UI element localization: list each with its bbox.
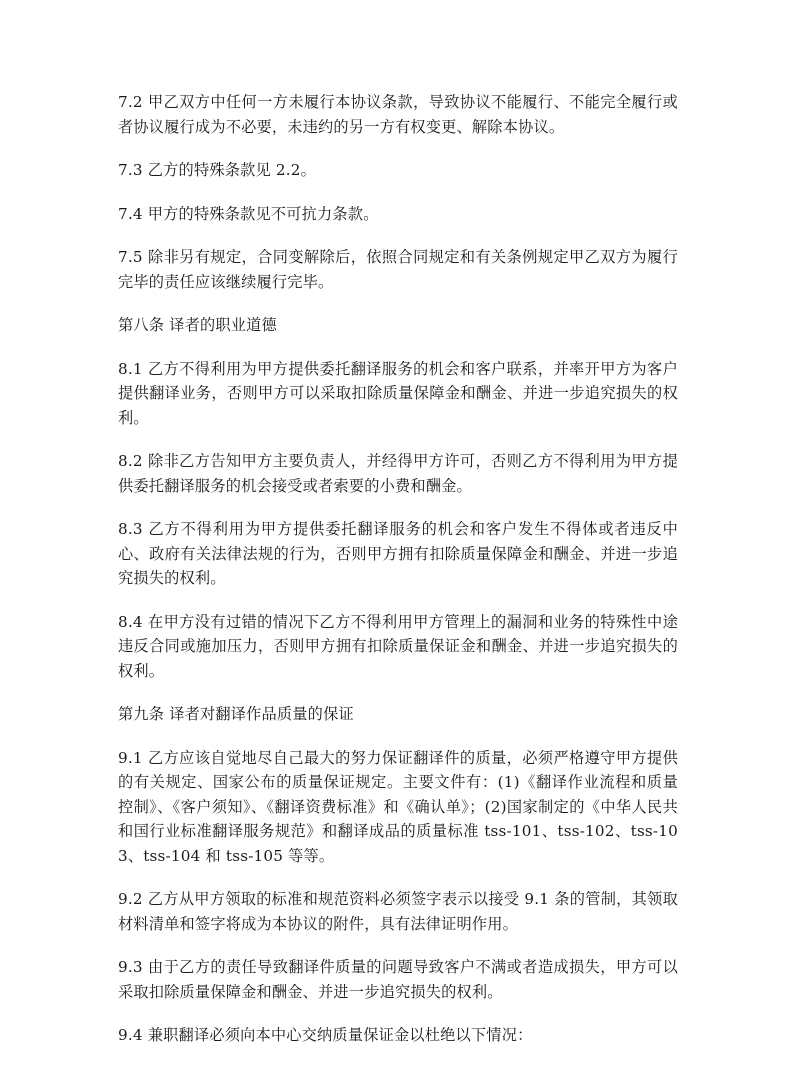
clause-7-3: 7.3 乙方的特殊条款见 2.2。: [118, 161, 317, 179]
article-9-heading: 第九条 译者对翻译作品质量的保证: [118, 705, 354, 723]
clause-8-1: 8.1 乙方不得利用为甲方提供委托翻译服务的机会和客户联系，并率开甲方为客户提供翻译业务，否则甲方可以采取扣除质量保障金和酬金、并进一步追究损失的权利。: [118, 359, 678, 427]
article-8-heading: 第八条 译者的职业道德: [118, 316, 277, 334]
document-body: [118, 90, 678, 1067]
clause-9-4: 9.4 兼职翻译必须向本中心交纳质量保证金以杜绝以下情况：: [118, 1026, 533, 1044]
clause-9-1: 9.1 乙方应该自觉地尽自己最大的努力保证翻译件的质量，必须严格遵守甲方提供的有关规定、国家公布的质量保证规定。主要文件有：(1)《翻译作业流程和质量控制》、《客户须知》、《翻译资费标准》和《确认单》；(2)国家制定的《中华人民共和国行业标准翻译服务规范》和翻译成品的质量标准 tss-101、tss-102、tss-103、tss-104 和 tss-105 等等。: [118, 748, 678, 865]
clause-9-2: 9.2 乙方从甲方领取的标准和规范资料必须签字表示以接受 9.1 条的管制，其领取材料清单和签字将成为本协议的附件，具有法律证明作用。: [118, 890, 678, 933]
clause-8-4: 8.4 在甲方没有过错的情况下乙方不得利用甲方管理上的漏洞和业务的特殊性中途违反合同或施加压力，否则甲方拥有扣除质量保证金和酬金、并进一步追究损失的权利。: [118, 612, 678, 680]
clause-8-3: 8.3 乙方不得利用为甲方提供委托翻译服务的机会和客户发生不得体或者违反中心、政府有关法律法规的行为，否则甲方拥有扣除质量保障金和酬金、并进一步追究损失的权利。: [118, 520, 678, 587]
clause-7-5: 7.5 除非另有规定，合同变解除后，依照合同规定和有关条例规定甲乙双方为履行完毕的责任应该继续履行完毕。: [118, 248, 678, 291]
clause-7-4: 7.4 甲方的特殊条款见不可抗力条款。: [118, 204, 379, 223]
clause-8-2: 8.2 除非乙方告知甲方主要负责人，并经得甲方许可，否则乙方不得利用为甲方提供委托翻译服务的机会接受或者索要的小费和酬金。: [118, 452, 678, 495]
clause-7-2: 7.2 甲乙双方中任何一方未履行本协议条款，导致协议不能履行、不能完全履行或者协议履行成为不必要，未违约的另一方有权变更、解除本协议。: [118, 93, 678, 136]
clause-9-3: 9.3 由于乙方的责任导致翻译件质量的问题导致客户不满或者造成损失，甲方可以采取扣除质量保障金和酬金、并进一步追究损失的权利。: [118, 958, 678, 1001]
